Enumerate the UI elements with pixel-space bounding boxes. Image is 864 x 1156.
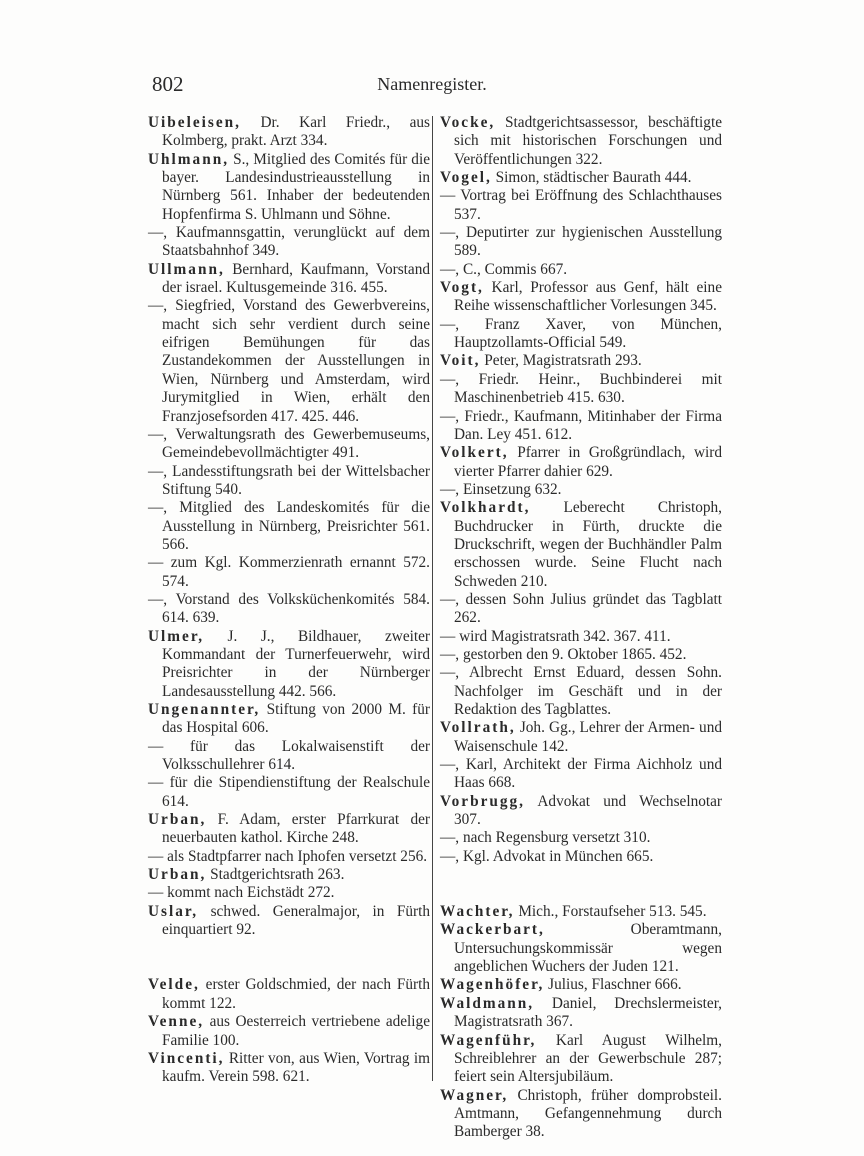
section-gap bbox=[440, 866, 722, 903]
index-entry bbox=[440, 224, 722, 261]
index-entry bbox=[148, 884, 430, 902]
index-entry bbox=[440, 444, 722, 481]
entry-text: J. J., Bildhauer, zweiter Kommandant der Turnerfeuerwehr, wird Preisrichter in der Nürnberger Landesausstellung 442. 566. bbox=[162, 627, 430, 700]
entry-headword: Vorbrugg, bbox=[440, 792, 526, 810]
entry-headword: Vogel, bbox=[440, 169, 492, 187]
entry-headword: Velde, bbox=[148, 976, 200, 994]
entry-text: —, nach Regensburg versetzt 310. bbox=[440, 829, 651, 847]
entry-text: — kommt nach Eichstädt 272. bbox=[148, 884, 335, 902]
entry-text: F. Adam, erster Pfarrkurat der neuerbauten kathol. Kirche 248. bbox=[162, 811, 430, 847]
index-entry bbox=[440, 628, 722, 646]
index-entry bbox=[440, 664, 722, 719]
index-entry bbox=[148, 774, 430, 811]
entry-text: Christoph, früher domprobsteil. Amtmann, Gefangennehmung durch Bamberger 38. bbox=[454, 1086, 722, 1141]
index-entry bbox=[148, 151, 430, 224]
index-entry bbox=[440, 793, 722, 830]
index-entry bbox=[440, 921, 722, 976]
entry-text: Daniel, Drechslermeister, Magistratsrath 367. bbox=[454, 994, 722, 1031]
entry-text: Ritter von, aus Wien, Vortrag im kaufm. Verein 598. 621. bbox=[162, 1049, 430, 1086]
entry-text: Pfarrer in Großgründlach, wird vierter Pfarrer dahier 629. bbox=[454, 444, 722, 480]
entry-text: S., Mitglied des Comités für die bayer. Landesindustrieausstellung in Nürnberg 561. Inhaber der bedeutenden Hopfenfirma S. Uhlmann und Söhne. bbox=[162, 150, 430, 223]
entry-text: —, Karl, Architekt der Firma Aichholz und Haas 668. bbox=[440, 756, 722, 792]
entry-text: —, Verwaltungsrath des Gewerbemuseums, Gemeindebevollmächtigter 491. bbox=[148, 425, 430, 462]
index-entry bbox=[440, 114, 722, 169]
entry-text: —, Friedr. Heinr., Buchbinderei mit Maschinenbetrieb 415. 630. bbox=[440, 370, 722, 407]
entry-text: schwed. Generalmajor, in Fürth einquartiert 92. bbox=[162, 902, 430, 939]
index-entry bbox=[440, 408, 722, 445]
index-entry bbox=[440, 316, 722, 353]
index-entry bbox=[148, 1050, 430, 1087]
index-entry bbox=[440, 903, 722, 921]
entry-headword: Urban, bbox=[148, 866, 207, 884]
entry-text: Stadtgerichtsrath 263. bbox=[206, 866, 345, 884]
entry-text: —, Friedr., Kaufmann, Mitinhaber der Firma Dan. Ley 451. 612. bbox=[440, 407, 722, 443]
index-entry bbox=[148, 499, 430, 554]
entry-headword: Uslar, bbox=[148, 902, 199, 920]
entry-text: Mich., Forstaufseher 513. 545. bbox=[514, 903, 707, 921]
index-entry bbox=[148, 628, 430, 701]
entry-text: aus Oesterreich vertriebene adelige Familie 100. bbox=[162, 1013, 430, 1049]
right-column bbox=[440, 114, 722, 1142]
entry-text: Stadtgerichtsassessor, beschäftigte sich mit historischen Forschungen und Veröffentlichungen 322. bbox=[454, 114, 722, 168]
index-entry bbox=[148, 297, 430, 425]
entry-headword: Volkert, bbox=[440, 444, 509, 462]
entry-headword: Vincenti, bbox=[148, 1049, 225, 1067]
page-number: 802 bbox=[152, 72, 184, 96]
entry-text: — für das Lokalwaisenstift der Volksschullehrer 614. bbox=[148, 737, 430, 774]
index-entry bbox=[148, 261, 430, 298]
section-gap bbox=[148, 939, 430, 976]
entry-headword: Vocke, bbox=[440, 114, 496, 131]
index-entry bbox=[440, 719, 722, 756]
entry-text: — für die Stipendienstiftung der Realschule 614. bbox=[148, 774, 430, 810]
entry-text: —, Franz Xaver, von München, Hauptzollamts-Official 549. bbox=[440, 315, 722, 352]
index-entry bbox=[148, 224, 430, 261]
entry-headword: Urban, bbox=[148, 811, 207, 829]
index-entry bbox=[440, 169, 722, 187]
index-entry bbox=[148, 903, 430, 940]
index-entry bbox=[148, 114, 430, 151]
entry-text: Simon, städtischer Baurath 444. bbox=[491, 169, 692, 187]
index-entry bbox=[440, 279, 722, 316]
index-entry bbox=[148, 976, 430, 1013]
running-head: Namenregister. bbox=[377, 74, 487, 94]
entry-text: —, Albrecht Ernst Eduard, dessen Sohn. Nachfolger im Geschäft und in der Redaktion des Tagblattes. bbox=[440, 664, 722, 718]
index-entry bbox=[148, 866, 430, 884]
entry-text: —, Vorstand des Volksküchenkomités 584. 614. 639. bbox=[148, 590, 430, 627]
index-entry bbox=[440, 1087, 722, 1142]
entry-text: erster Goldschmied, der nach Fürth kommt 122. bbox=[162, 976, 430, 1012]
index-entry bbox=[148, 463, 430, 500]
entry-text: —, Landesstiftungsrath bei der Wittelsbacher Stiftung 540. bbox=[148, 462, 430, 498]
index-entry bbox=[148, 701, 430, 738]
entry-text: Advokat und Wechselnotar 307. bbox=[454, 792, 722, 829]
entry-text: Stiftung von 2000 M. für das Hospital 606. bbox=[162, 701, 430, 737]
entry-headword: Vollrath, bbox=[440, 719, 516, 737]
entry-headword: Vogt, bbox=[440, 279, 484, 297]
entry-headword: Wackerbart, bbox=[440, 921, 545, 939]
entry-text: —, Deputirter zur hygienischen Ausstellung 589. bbox=[440, 224, 722, 260]
entry-headword: Wagner, bbox=[440, 1086, 509, 1104]
index-entry bbox=[440, 187, 722, 224]
index-entry bbox=[440, 1032, 722, 1087]
entry-headword: Wagenhöfer, bbox=[440, 976, 545, 994]
index-entry bbox=[440, 829, 722, 847]
index-entry bbox=[148, 426, 430, 463]
index-entry bbox=[440, 261, 722, 279]
entry-text: — wird Magistratsrath 342. 367. 411. bbox=[440, 627, 671, 645]
index-entry bbox=[148, 738, 430, 775]
entry-text: Oberamtmann, Untersuchungskommissär wegen angeblichen Wuchers der Juden 121. bbox=[454, 921, 722, 976]
entry-text: — als Stadtpfarrer nach Iphofen versetzt 256. bbox=[148, 847, 428, 865]
entry-headword: Wagenführ, bbox=[440, 1031, 537, 1049]
entry-text: —, Kaufmannsgattin, verunglückt auf dem Staatsbahnhof 349. bbox=[148, 224, 430, 260]
entry-text: — Vortrag bei Eröffnung des Schlachthauses 537. bbox=[440, 187, 722, 223]
entry-headword: Ullmann, bbox=[148, 260, 225, 278]
index-entry bbox=[148, 591, 430, 628]
entry-text: —, Mitglied des Landeskomités für die Ausstellung in Nürnberg, Preisrichter 561. 566. bbox=[148, 499, 430, 553]
entry-text: Karl, Professor aus Genf, hält eine Reihe wissenschaftlicher Vorlesungen 345. bbox=[454, 279, 722, 315]
index-entry bbox=[440, 976, 722, 994]
column-rule bbox=[432, 116, 433, 1081]
entry-headword: Venne, bbox=[148, 1013, 205, 1031]
entry-text: —, Einsetzung 632. bbox=[440, 480, 562, 498]
left-column bbox=[148, 114, 430, 1087]
entry-text: —, dessen Sohn Julius gründet das Tagblatt 262. bbox=[440, 590, 722, 627]
index-entry bbox=[440, 371, 722, 408]
entry-headword: Waldmann, bbox=[440, 994, 535, 1012]
index-entry bbox=[148, 811, 430, 848]
entry-headword: Uhlmann, bbox=[148, 150, 230, 168]
index-entry bbox=[440, 352, 722, 370]
entry-text: — zum Kgl. Kommerzienrath ernannt 572. 574. bbox=[148, 554, 430, 590]
entry-text: —, C., Commis 667. bbox=[440, 260, 568, 278]
index-entry bbox=[440, 756, 722, 793]
entry-text: Dr. Karl Friedr., aus Kolmberg, prakt. Arzt 334. bbox=[162, 114, 430, 150]
entry-headword: Uibeleisen, bbox=[148, 114, 241, 131]
entry-text: —, Siegfried, Vorstand des Gewerbvereins, macht sich sehr verdient durch seine eifrigen Bemühungen für das Zustandekommen der Ausstellungen in Wien, Nürnberg und Amsterdam, wird Jurymitglied in Wien, erhält den Franzjosefsorden 417. 425. 446. bbox=[148, 297, 430, 425]
index-entry bbox=[148, 554, 430, 591]
entry-headword: Voit, bbox=[440, 352, 481, 370]
index-entry bbox=[440, 481, 722, 499]
index-entry bbox=[148, 1013, 430, 1050]
entry-headword: Wachter, bbox=[440, 903, 515, 921]
entry-text: Leberecht Christoph, Buchdrucker in Fürth, druckte die Druckschrift, wegen der Buchhändler Palm erschossen wurde. Seine Flucht nach Schweden 210. bbox=[454, 499, 722, 590]
index-entry bbox=[440, 499, 722, 591]
entry-text: Bernhard, Kaufmann, Vorstand der israel. Kultusgemeinde 316. 455. bbox=[162, 260, 430, 297]
index-entry bbox=[440, 848, 722, 866]
entry-headword: Ulmer, bbox=[148, 627, 205, 645]
entry-text: —, gestorben den 9. Oktober 1865. 452. bbox=[440, 645, 687, 663]
index-entry bbox=[440, 591, 722, 628]
entry-headword: Ungenannter, bbox=[148, 701, 261, 718]
index-entry bbox=[148, 848, 430, 866]
entry-text: —, Kgl. Advokat in München 665. bbox=[440, 847, 654, 865]
entry-text: Joh. Gg., Lehrer der Armen- und Waisenschule 142. bbox=[454, 719, 722, 755]
entry-text: Peter, Magistratsrath 293. bbox=[480, 352, 642, 370]
entry-headword: Volkhardt, bbox=[440, 499, 531, 517]
entry-text: Julius, Flaschner 666. bbox=[544, 976, 682, 994]
entry-text: Karl August Wilhelm, Schreiblehrer an der Gewerbschule 287; feiert sein Altersjubiläum. bbox=[454, 1031, 722, 1086]
index-entry bbox=[440, 995, 722, 1032]
index-entry bbox=[440, 646, 722, 664]
